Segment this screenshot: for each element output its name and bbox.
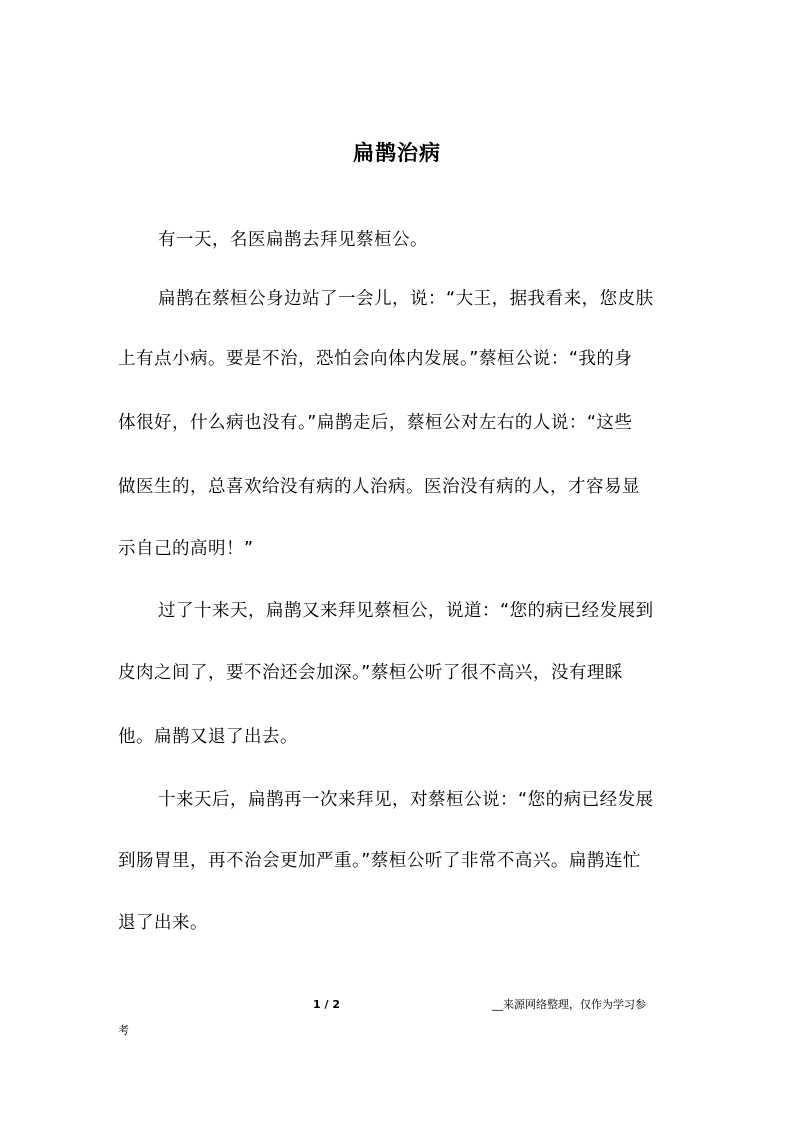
paragraph-2-line-5: 示自己的高明！” (118, 539, 254, 559)
paragraph-2-line-3: 体很好，什么病也没有。”扁鹊走后，蔡桓公对左右的人说：“这些 (118, 413, 633, 433)
document-title: 扁鹊治病 (353, 140, 441, 165)
paragraph-4-line-2: 到肠胃里，再不治会更加严重。”蔡桓公听了非常不高兴。扁鹊连忙 (118, 851, 641, 871)
paragraph-3-line-2: 皮肉之间了，要不治还会加深。”蔡桓公听了很不高兴，没有理睬 (118, 663, 623, 683)
paragraph-4-line-3: 退了出来。 (118, 913, 208, 933)
paragraph-2-line-4: 做医生的，总喜欢给没有病的人治病。医治没有病的人，才容易显 (118, 477, 640, 497)
paragraph-2-line-1: 扁鹊在蔡桓公身边站了一会儿，说：“大王，据我看来，您皮肤 (158, 289, 654, 309)
paragraph-1-line-1: 有一天，名医扁鹊去拜见蔡桓公。 (158, 230, 428, 250)
paragraph-2-line-2: 上有点小病。要是不治，恐怕会向体内发展。”蔡桓公说：“我的身 (118, 349, 633, 369)
paragraph-3-line-3: 他。扁鹊又退了出去。 (118, 727, 298, 747)
source-note-continued: 考 (118, 1024, 129, 1037)
source-note: __来源网络整理，仅作为学习参 (492, 998, 646, 1011)
paragraph-4-line-1: 十来天后，扁鹊再一次来拜见，对蔡桓公说：“您的病已经发展 (158, 790, 654, 810)
paragraph-3-line-1: 过了十来天，扁鹊又来拜见蔡桓公，说道：“您的病已经发展到 (158, 601, 654, 621)
page-number: 1 / 2 (313, 998, 340, 1011)
